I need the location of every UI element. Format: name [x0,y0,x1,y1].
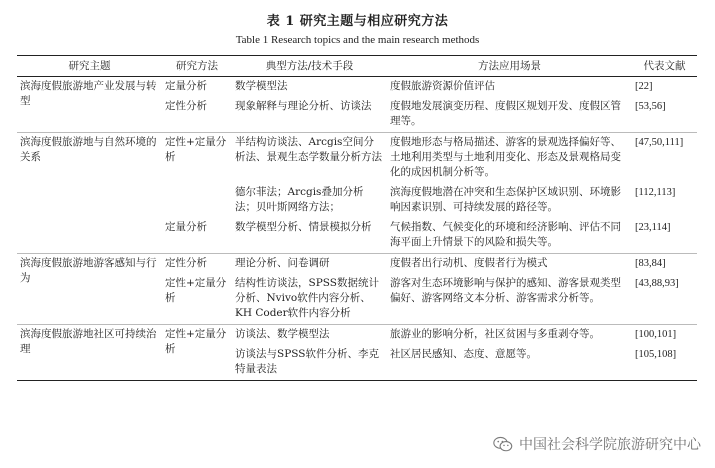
cell-method: 定性+定量分析 [162,133,232,219]
cell-refs: [22] [635,81,653,92]
cell-method: 定性+定量分析 [165,277,227,304]
cell-topic: 滨海度假旅游地产业发展与转型 [20,80,157,107]
table-row [17,325,697,346]
cell-technique: 德尔菲法；Arcgis叠加分析法；贝叶斯网络方法； [235,186,364,213]
table-row [17,133,697,184]
header-research-method: 研究方法 [162,56,232,77]
wechat-watermark [493,434,701,454]
cell-refs: [53,56] [635,101,666,112]
cell-scenario: 旅游业的影响分析，社区贫困与多重剥夺等。 [387,325,632,346]
cell-refs: [100,101] [632,325,697,346]
wechat-icon [493,436,513,453]
cell-scenario: 社区居民感知、态度、意愿等。 [387,345,632,381]
cell-technique: 访谈法与SPSS软件分析、李克特量表法 [232,345,387,381]
cell-refs: [47,50,111] [632,133,697,184]
cell-technique: 数学模型法 [235,80,288,92]
header-application-scenario: 方法应用场景 [387,56,632,77]
header-typical-technique: 典型方法/技术手段 [232,56,387,77]
cell-method: 定性分析 [165,100,207,112]
cell-scenario: 度假地形态与格局描述、游客的景观选择偏好等、土地利用类型与土地利用变化、形态及景观格局变化的成因机制分析等。 [387,133,632,184]
cell-topic: 滨海度假旅游地游客感知与行为 [17,254,162,325]
cell-topic: 滨海度假旅游地与自然环境的关系 [17,133,162,254]
cell-refs: [23,114] [635,222,671,233]
table-title-chinese: 表 1 研究主题与相应研究方法 [266,14,449,29]
cell-scenario: 度假旅游资源价值评估 [390,80,495,92]
table-title-english: Table 1 Research topics and the main research methods [235,34,480,46]
cell-scenario: 气候指数、气候变化的环境和经济影响、评估不同海平面上升情景下的风险和损失等。 [390,221,621,248]
table-row [17,254,697,275]
cell-refs: [112,113] [635,187,676,198]
cell-scenario: 游客对生态环境影响与保护的感知、游客景观类型偏好、游客网络文本分析、游客需求分析等。 [390,277,621,304]
cell-technique: 现象解释与理论分析、访谈法 [235,100,372,112]
cell-technique: 访谈法、数学模型法 [232,325,387,346]
header-research-topic: 研究主题 [17,56,162,77]
cell-refs: [43,88,93] [635,278,679,289]
cell-method: 定量分析 [165,80,207,92]
cell-topic: 滨海度假旅游地社区可持续治理 [17,325,162,381]
cell-technique: 理论分析、问卷调研 [232,254,387,275]
cell-method: 定性+定量分析 [162,325,232,381]
cell-technique: 数学模型分析、情景模拟分析 [235,221,372,233]
table-header-row [17,56,697,77]
cell-scenario: 度假地发展演变历程、度假区规划开发、度假区管理等。 [390,100,621,127]
research-methods-table [17,55,697,381]
cell-scenario: 滨海度假地潜在冲突和生态保护区域识别、环境影响因素识别、可持续发展的路径等。 [390,186,621,213]
cell-technique: 结构性访谈法，SPSS数据统计分析、Nvivo软件内容分析、KH Coder软件内容分析 [235,277,379,319]
table-row [17,77,697,98]
cell-refs: [83,84] [632,254,697,275]
watermark-text: 中国社会科学院旅游研究中心 [519,437,701,453]
cell-method: 定性分析 [162,254,232,275]
cell-scenario: 度假者出行动机、度假者行为模式 [387,254,632,275]
cell-refs: [105,108] [632,345,697,381]
cell-method: 定量分析 [165,221,207,233]
header-representative-refs: 代表文献 [632,56,697,77]
cell-technique: 半结构访谈法、Arcgis空间分析法、景观生态学数量分析方法 [232,133,387,184]
